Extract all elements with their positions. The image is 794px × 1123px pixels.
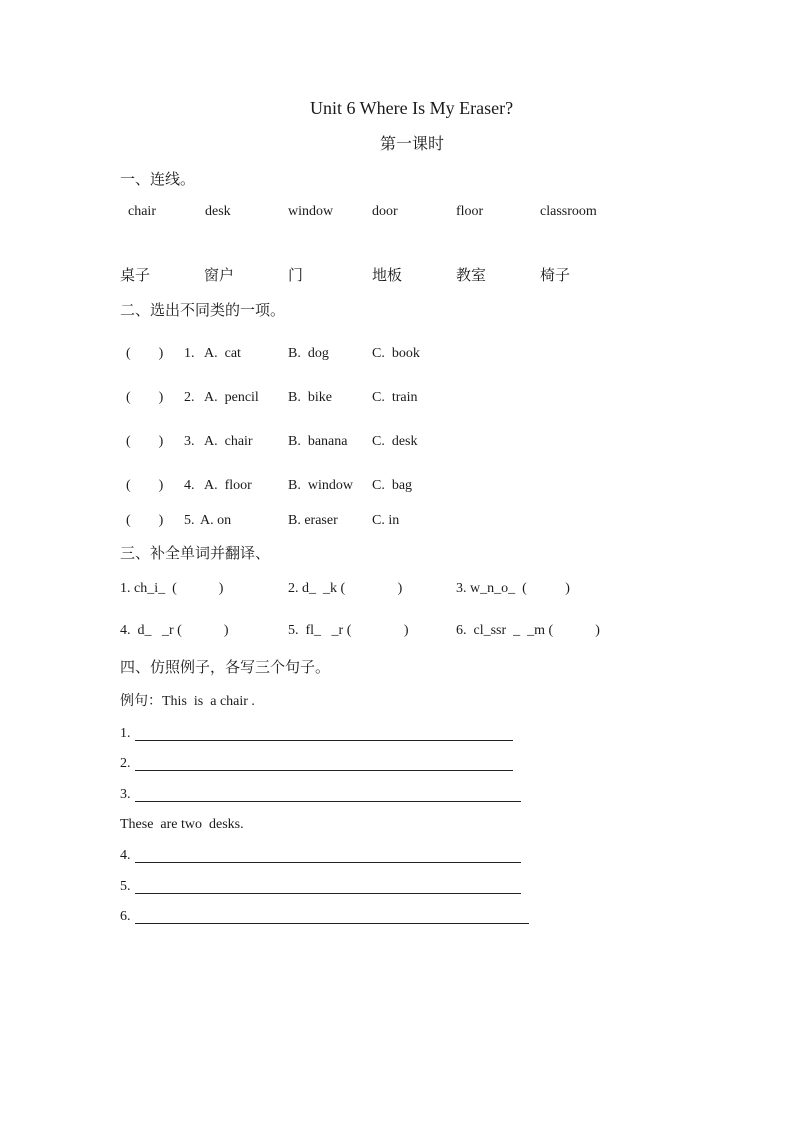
option-b: B. window — [288, 478, 353, 493]
answer-bracket[interactable]: ( ) — [126, 346, 164, 361]
writing-line[interactable] — [135, 740, 513, 741]
fill-word-item[interactable]: 3. w_n_o_ ( ) — [456, 581, 570, 596]
line-number: 2. — [120, 756, 131, 771]
option-a: A. pencil — [204, 390, 259, 405]
fill-word-item[interactable]: 1. ch_i_ ( ) — [120, 581, 224, 596]
english-word: chair — [128, 204, 156, 219]
question-number: 2. — [184, 390, 195, 405]
line-number: 4. — [120, 848, 131, 863]
option-b: B. banana — [288, 434, 348, 449]
option-c: C. train — [372, 390, 418, 405]
english-word: window — [288, 204, 334, 219]
section1-heading: 一、连线。 — [120, 170, 196, 188]
option-a: A. chair — [204, 434, 253, 449]
question-number: 3. — [184, 434, 195, 449]
fill-word-item[interactable]: 2. d_ _k ( ) — [288, 581, 403, 596]
english-word: door — [372, 204, 398, 219]
page-subtitle: 第一课时 — [380, 134, 445, 153]
option-c: C. book — [372, 346, 420, 361]
section3-heading: 三、补全单词并翻译、 — [120, 544, 271, 562]
option-c: C. desk — [372, 434, 418, 449]
chinese-word: 教室 — [456, 266, 487, 284]
chinese-word: 桌子 — [120, 266, 151, 284]
line-number: 3. — [120, 787, 131, 802]
line-number: 5. — [120, 879, 131, 894]
question-number: 1. — [184, 346, 195, 361]
section2-heading: 二、选出不同类的一项。 — [120, 301, 286, 319]
fill-word-item[interactable]: 5. fl_ _r ( ) — [288, 623, 409, 638]
writing-line[interactable] — [135, 893, 521, 894]
writing-line[interactable] — [135, 923, 529, 924]
option-a: A. cat — [204, 346, 241, 361]
page-title: Unit 6 Where Is My Eraser? — [310, 98, 514, 118]
answer-bracket[interactable]: ( ) — [126, 478, 164, 493]
chinese-word: 地板 — [372, 266, 403, 284]
fill-word-item[interactable]: 6. cl_ssr _ _m ( ) — [456, 623, 600, 638]
option-c: C. bag — [372, 478, 413, 493]
writing-line[interactable] — [135, 862, 521, 863]
english-word: floor — [456, 204, 484, 219]
english-word: desk — [205, 204, 231, 219]
chinese-word: 门 — [288, 266, 304, 284]
line-number: 1. — [120, 726, 131, 741]
option-c: C. in — [372, 513, 400, 528]
fill-word-item[interactable]: 4. d_ _r ( ) — [120, 623, 229, 638]
option-b: B. bike — [288, 390, 332, 405]
chinese-word: 椅子 — [540, 266, 571, 284]
example-sentence: 例句：This is a chair . — [120, 694, 255, 709]
answer-bracket[interactable]: ( ) — [126, 513, 164, 528]
option-b: B. dog — [288, 346, 329, 361]
option-a: A. on — [200, 513, 232, 528]
answer-bracket[interactable]: ( ) — [126, 390, 164, 405]
answer-bracket[interactable]: ( ) — [126, 434, 164, 449]
line-number: 6. — [120, 909, 131, 924]
option-b: B. eraser — [288, 513, 338, 528]
section4-heading: 四、仿照例子，各写三个句子。 — [120, 658, 331, 676]
chinese-word: 窗户 — [204, 266, 235, 284]
option-a: A. floor — [204, 478, 252, 493]
writing-line[interactable] — [135, 770, 513, 771]
english-word: classroom — [540, 204, 597, 219]
example-sentence: These are two desks. — [120, 817, 244, 832]
question-number: 4. — [184, 478, 195, 493]
question-number: 5. — [184, 513, 195, 528]
writing-line[interactable] — [135, 801, 521, 802]
